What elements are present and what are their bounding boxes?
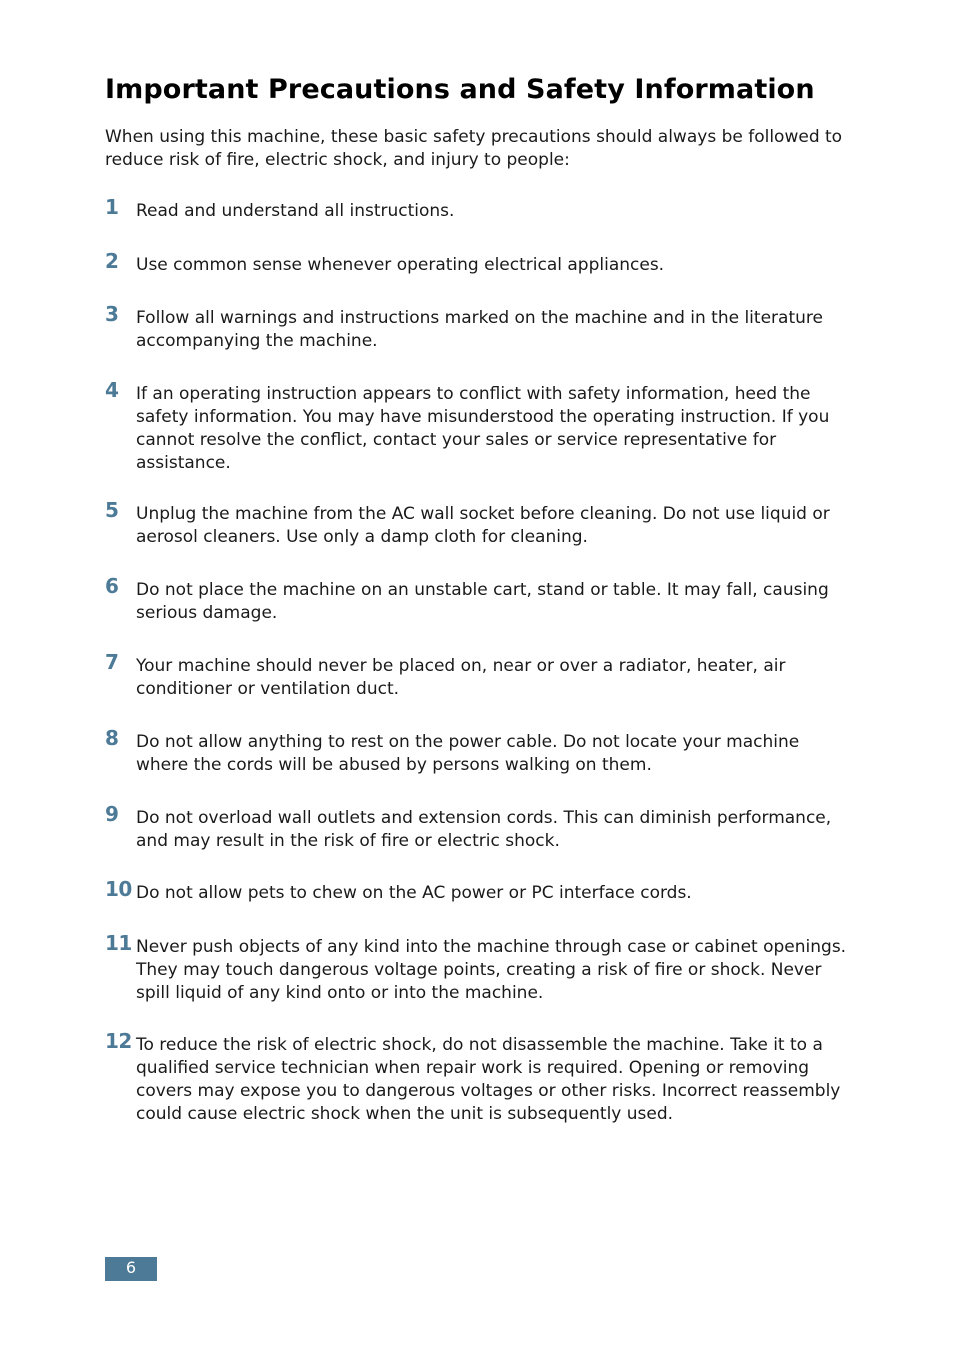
item-text: Follow all warnings and instructions marked on the machine and in the literature accompanying the machine.: [136, 308, 823, 351]
item-number: 7: [105, 650, 119, 674]
item-text: Read and understand all instructions.: [136, 201, 455, 221]
item-text: Use common sense whenever operating electrical appliances.: [136, 255, 665, 275]
item-number: 8: [105, 726, 119, 750]
item-text: Never push objects of any kind into the machine through case or cabinet openings. They may touch dangerous voltage points, creating a risk of fire or shock. Never spill liquid of any kind onto or into the machine.: [136, 937, 847, 1003]
item-number: 12: [105, 1029, 132, 1053]
item-number: 10: [105, 877, 132, 901]
item-number: 5: [105, 498, 119, 522]
item-text: Unplug the machine from the AC wall socket before cleaning. Do not use liquid or aerosol cleaners. Use only a damp cloth for cleaning.: [136, 504, 830, 547]
item-text: Do not overload wall outlets and extension cords. This can diminish performance, and may result in the risk of fire or electric shock.: [136, 808, 832, 851]
item-text: Do not allow anything to rest on the power cable. Do not locate your machine where the cords will be abused by persons walking on them.: [136, 732, 800, 775]
intro-paragraph: When using this machine, these basic safety precautions should always be followed to reduce risk of fire, electric shock, and injury to people:: [105, 127, 843, 170]
item-text: Do not allow pets to chew on the AC power or PC interface cords.: [136, 883, 692, 903]
item-number: 2: [105, 249, 119, 273]
page-number: 6: [105, 1257, 157, 1281]
page-title: Important Precautions and Safety Information: [105, 74, 815, 105]
item-text: Do not place the machine on an unstable cart, stand or table. It may fall, causing serious damage.: [136, 580, 829, 623]
item-text: To reduce the risk of electric shock, do not disassemble the machine. Take it to a qualified service technician when repair work is required. Opening or removing covers may expose you to dangerous voltages or other risks. Incorrect reassembly could cause electric shock when the unit is subsequently used.: [136, 1035, 841, 1124]
item-number: 4: [105, 378, 119, 402]
item-number: 1: [105, 195, 119, 219]
item-number: 3: [105, 302, 119, 326]
item-number: 11: [105, 931, 132, 955]
item-text: If an operating instruction appears to conflict with safety information, heed the safety information. You may have misunderstood the operating instruction. If you cannot resolve the conflict, contact your sales or service representative for assistance.: [136, 384, 830, 473]
item-text: Your machine should never be placed on, near or over a radiator, heater, air conditioner or ventilation duct.: [136, 656, 786, 699]
item-number: 9: [105, 802, 119, 826]
item-number: 6: [105, 574, 119, 598]
